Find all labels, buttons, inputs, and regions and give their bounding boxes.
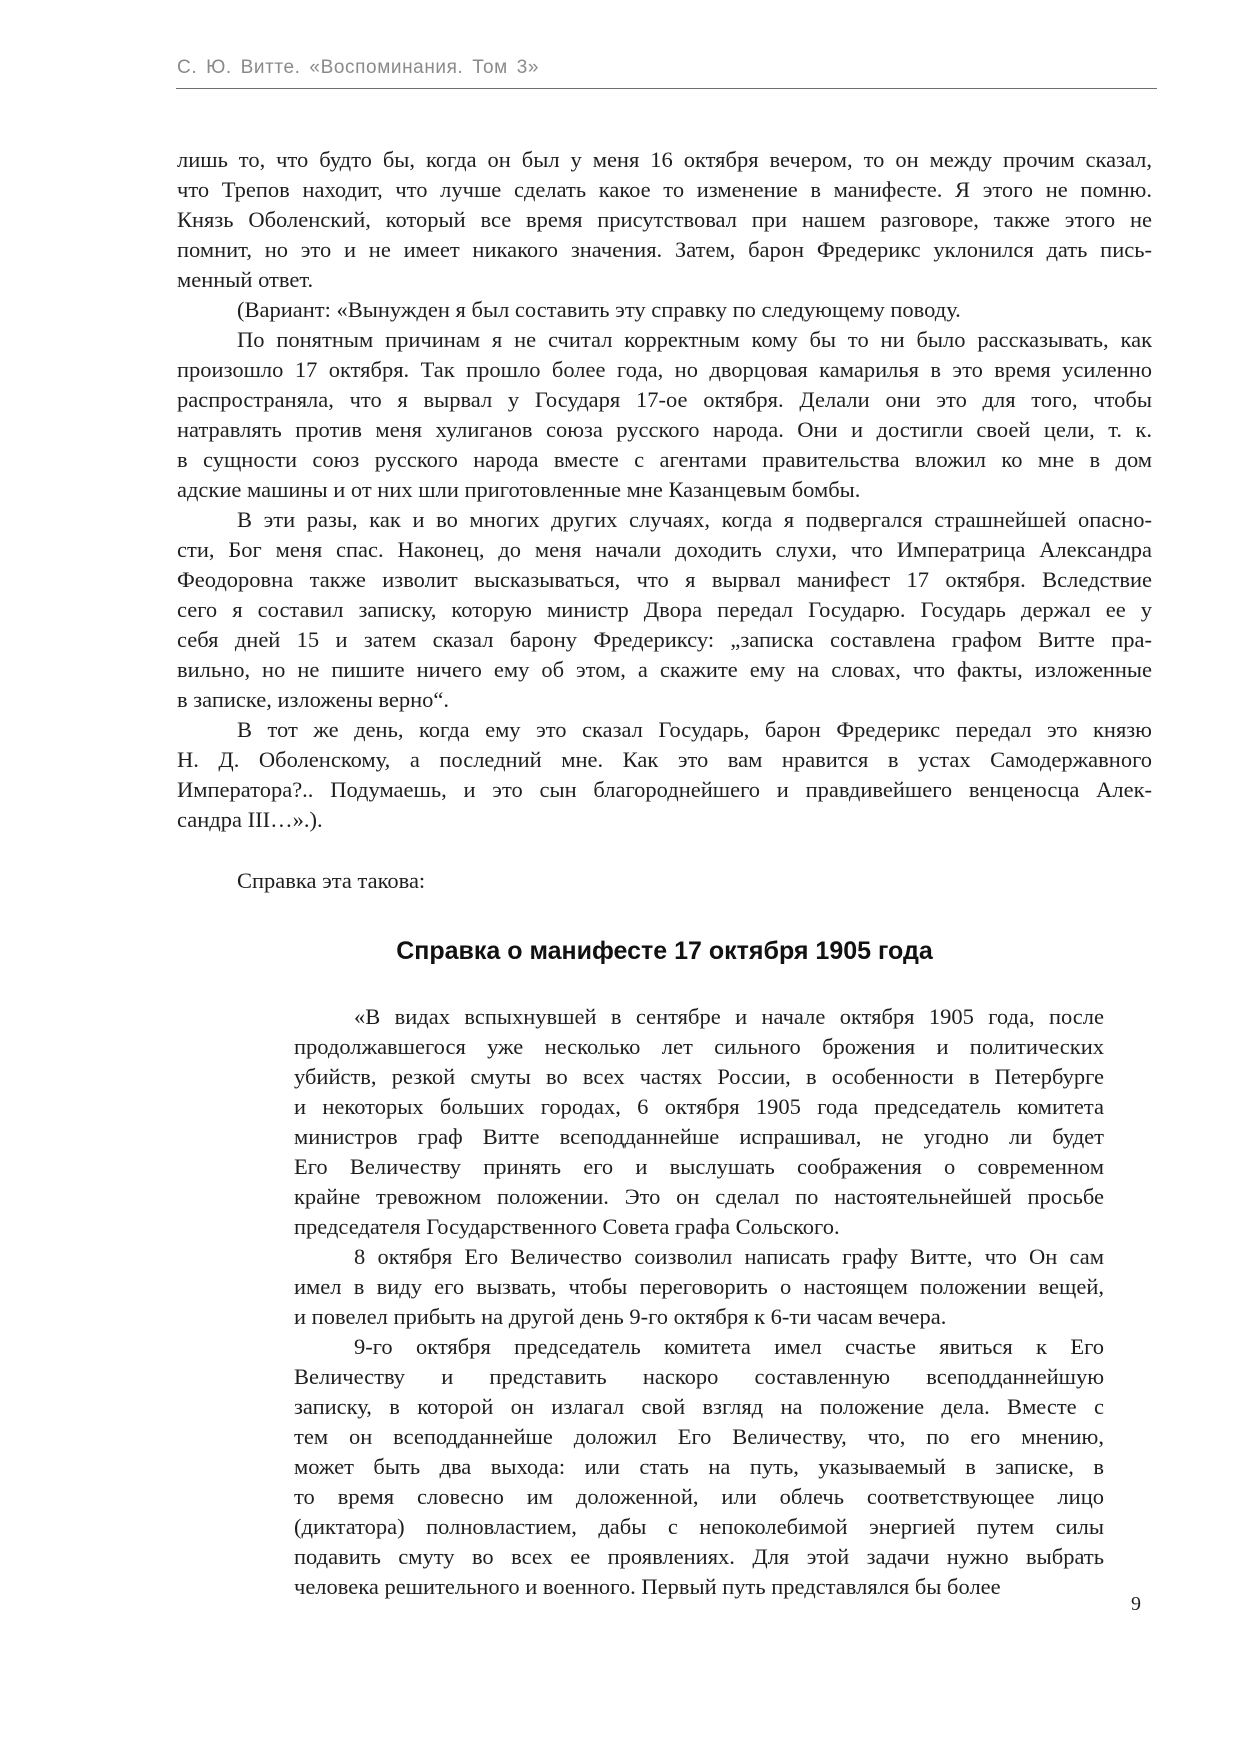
body-line: произошло 17 октября. Так прошло более года, но дворцовая камарилья в это время усиленно [177,357,1152,382]
quote-line: 9-го октября председатель комитета имел счастье явиться к Его [354,1334,1104,1359]
body-line: Феодоровна также изволит высказываться, что я вырвал манифест 17 октября. Вследствие [177,567,1152,592]
quote-line: и некоторых больших городах, 6 октября 1905 года председатель комитета [294,1094,1104,1119]
body-line: распространяла, что я вырвал у Государя 17-ое октября. Делали они это для того, чтобы [177,387,1152,412]
quote-line: председателя Государственного Совета графа Сольского. [294,1214,840,1239]
body-line: По понятным причинам я не считал корректным кому бы то ни было рассказывать, как [237,327,1152,352]
body-line: сти, Бог меня спас. Наконец, до меня начали доходить слухи, что Императрица Александра [177,537,1152,562]
body-line: что Трепов находит, что лучше сделать какое то изменение в манифесте. Я этого не помню. [177,177,1152,202]
body-line: Н. Д. Оболенскому, а последний мне. Как это вам нравится в устах Самодержавного [177,747,1152,772]
quote-line: тем он всеподданнейше доложил Его Величеству, что, по его мнению, [294,1424,1104,1449]
quote-line: «В видах вспыхнувшей в сентябре и начале октября 1905 года, после [354,1004,1104,1029]
body-paragraph [177,325,1152,505]
quote-line: 8 октября Его Величество соизволил написать графу Витте, что Он сам [354,1244,1104,1269]
body-line: в записке, изложены верно“. [177,687,449,712]
intro-line: Справка эта такова: [237,868,426,893]
body-line: Императора?.. Подумаешь, и это сын благороднейшего и правдивейшего венценосца Алек- [177,777,1152,802]
body-paragraph [177,295,1152,325]
body-line: сего я составил записку, которую министр Двора передал Государю. Государь держал ее у [177,597,1152,622]
body-line: В тот же день, когда ему это сказал Государь, барон Фредерикс передал это князю [237,717,1152,742]
body-paragraph [177,505,1152,715]
running-header: С. Ю. Витте. «Воспоминания. Том 3» [177,57,540,78]
body-line: сандра III…».). [177,807,323,832]
page-number: 9 [1131,1593,1141,1615]
quote-line: продолжавшегося уже несколько лет сильного брожения и политических [294,1034,1104,1059]
quote-line: крайне тревожном положении. Это он сделал по настоятельнейшей просьбе [294,1184,1104,1209]
body-line: себя дней 15 и затем сказал барону Фредериксу: „записка составлена графом Витте пра- [177,627,1152,652]
quote-line: человека решительного и военного. Первый путь представлялся бы более [294,1574,1001,1599]
body-line: в сущности союз русского народа вместе с агентами правительства вложил ко мне в дом [177,447,1152,472]
quote-line: подавить смуту во всех ее проявлениях. Для этой задачи нужно выбрать [294,1544,1104,1569]
header-rule [176,88,1157,89]
quote-line: Величеству и представить наскоро составленную всеподданнейшую [294,1364,1104,1389]
body-line: адские машины и от них шли приготовленные мне Казанцевым бомбы. [177,477,861,502]
quote-line: министров граф Витте всеподданнейше испрашивал, не угодно ли будет [294,1124,1104,1149]
body-line: вильно, но не пишите ничего ему об этом, а скажите ему на словах, что факты, изложенные [177,657,1152,682]
quote-line: Его Величеству принять его и выслушать соображения о современном [294,1154,1104,1179]
body-line: лишь то, что будто бы, когда он был у меня 16 октября вечером, то он между прочим сказал, [177,147,1152,172]
body-line: В эти разы, как и во многих других случаях, когда я подвергался страшнейшей опасно- [237,507,1152,532]
body-paragraph [177,145,1152,295]
body-line: помнит, но это и не имеет никакого значения. Затем, барон Фредерикс уклонился дать пись- [177,237,1152,262]
body-line: натравлять против меня хулиганов союза русского народа. Они и достигли своей цели, т. к. [177,417,1152,442]
quote-line: имел в виду его вызвать, чтобы переговорить о настоящем положении вещей, [294,1274,1104,1299]
body-text [177,145,1152,835]
quote-paragraph [294,1002,1104,1242]
quote-line: и повелел прибыть на другой день 9-го октября к 6-ти часам вечера. [294,1304,947,1329]
body-line: (Вариант: «Вынужден я был составить эту справку по следующему поводу. [237,297,961,322]
quote-line: записку, в которой он излагал свой взгляд на положение дела. Вместе с [294,1394,1104,1419]
body-line: менный ответ. [177,267,314,292]
quote-paragraph [294,1332,1104,1602]
body-line: Князь Оболенский, который все время присутствовал при нашем разговоре, также этого не [177,207,1152,232]
body-paragraph [177,715,1152,835]
section-title: Справка о манифесте 17 октября 1905 года [396,937,933,965]
quote-line: убийств, резкой смуты во всех частях России, в особенности в Петербурге [294,1064,1104,1089]
quote-paragraph [294,1242,1104,1332]
quoted-document [294,1002,1104,1602]
quote-line: (диктатора) полновластием, дабы с непоколебимой энергией путем силы [294,1514,1104,1539]
quote-line: может быть два выхода: или стать на путь, указываемый в записке, в [294,1454,1104,1479]
quote-line: то время словесно им доложенной, или облечь соответствующее лицо [294,1484,1104,1509]
